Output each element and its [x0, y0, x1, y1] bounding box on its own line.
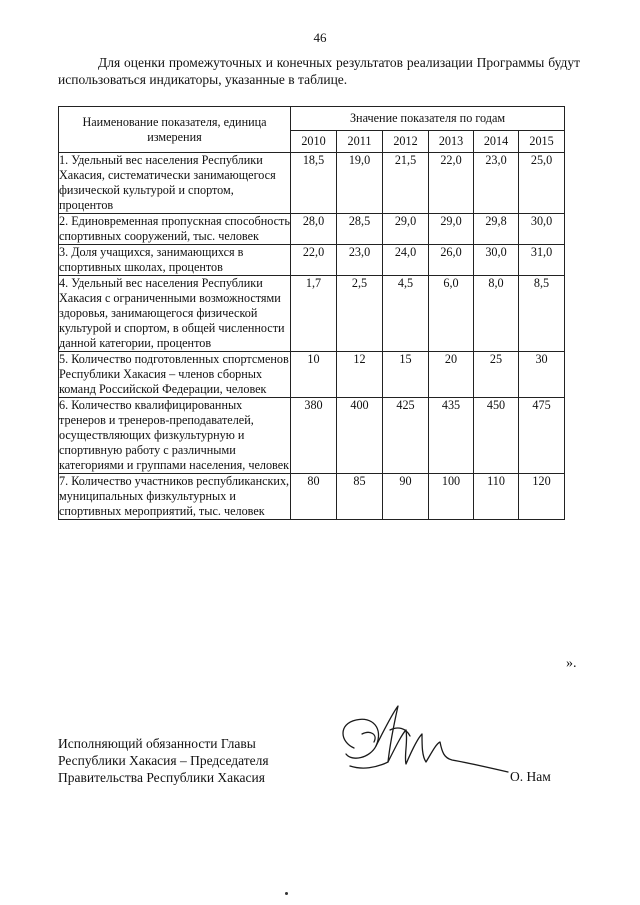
indicator-value-cell: 12 — [337, 352, 383, 398]
indicator-name-cell: 1. Удельный вес населения Республики Хакасия, систематически занимающегося физической культурой и спортом, процентов — [59, 153, 291, 214]
indicator-value-cell: 100 — [429, 474, 474, 520]
indicator-value-cell: 23,0 — [474, 153, 519, 214]
indicator-value-cell: 80 — [291, 474, 337, 520]
indicator-value-cell: 24,0 — [383, 245, 429, 276]
header-year: 2014 — [474, 131, 519, 153]
signer-title-line-1: Исполняющий обязанности Главы — [58, 736, 256, 751]
table-row — [59, 352, 565, 398]
header-year: 2012 — [383, 131, 429, 153]
signer-name: О. Нам — [510, 769, 551, 784]
indicator-value-cell: 25,0 — [519, 153, 565, 214]
indicator-value-cell: 29,0 — [383, 214, 429, 245]
indicator-value-cell: 31,0 — [519, 245, 565, 276]
indicator-value-cell: 380 — [291, 398, 337, 474]
page-number: 46 — [313, 30, 327, 45]
signer-title-line-2: Республики Хакасия – Председателя — [58, 753, 269, 768]
indicator-name-cell: 2. Единовременная пропускная способность спортивных сооружений, тыс. человек — [59, 214, 290, 243]
indicator-value-cell: 4,5 — [383, 276, 429, 352]
table-row — [59, 245, 565, 276]
closing-quote-mark: ». — [566, 656, 577, 671]
indicator-value-cell: 6,0 — [429, 276, 474, 352]
table-row — [59, 153, 565, 214]
indicator-name-cell: 4. Удельный вес населения Республики Хакасия с ограниченными возможностями здоровья, занимающегося физической культурой и спортом, в общей численности данной категории, процентов — [59, 276, 291, 352]
indicator-value-cell: 110 — [474, 474, 519, 520]
indicator-value-cell: 10 — [291, 352, 337, 398]
indicator-value-cell: 15 — [383, 352, 429, 398]
indicator-value-cell: 22,0 — [291, 245, 337, 276]
indicator-value-cell: 400 — [337, 398, 383, 474]
header-values-by-year: Значение показателя по годам — [291, 107, 565, 131]
table-row — [59, 474, 565, 520]
indicator-value-cell: 8,5 — [519, 276, 565, 352]
header-year: 2011 — [337, 131, 383, 153]
indicator-value-cell: 20 — [429, 352, 474, 398]
indicator-value-cell: 21,5 — [383, 153, 429, 214]
signer-title-line-3: Правительства Республики Хакасия — [58, 770, 265, 785]
header-year: 2010 — [291, 131, 337, 153]
indicator-value-cell: 22,0 — [429, 153, 474, 214]
table-row — [59, 276, 565, 352]
header-indicator-name: Наименование показателя, единица измерения — [59, 107, 291, 153]
indicator-value-cell: 475 — [519, 398, 565, 474]
indicator-name-cell: 7. Количество участников республиканских, муниципальных физкультурных и спортивных мероприятий, тыс. человек — [59, 474, 290, 518]
indicator-name-cell: 3. Доля учащихся, занимающихся в спортивных школах, процентов — [59, 245, 291, 276]
signature-title-block — [58, 735, 269, 786]
indicator-name-cell: 5. Количество подготовленных спортсменов Республики Хакасия – членов сборных команд Российской Федерации, человек — [59, 352, 289, 396]
indicators-table — [58, 106, 565, 520]
indicator-value-cell: 120 — [519, 474, 565, 520]
indicator-value-cell: 2,5 — [337, 276, 383, 352]
indicator-value-cell: 28,5 — [337, 214, 383, 245]
indicator-value-cell: 25 — [474, 352, 519, 398]
indicator-value-cell: 18,5 — [291, 153, 337, 214]
table-row — [59, 214, 565, 245]
table-body — [59, 153, 565, 520]
indicator-value-cell: 29,0 — [429, 214, 474, 245]
intro-paragraph: Для оценки промежуточных и конечных результатов реализации Программы будут использоваться индикаторы, указанные в таблице. — [58, 55, 580, 87]
indicator-value-cell: 425 — [383, 398, 429, 474]
table-header — [59, 107, 565, 153]
indicator-value-cell: 19,0 — [337, 153, 383, 214]
indicator-value-cell: 30,0 — [519, 214, 565, 245]
indicator-value-cell: 29,8 — [474, 214, 519, 245]
indicator-value-cell: 26,0 — [429, 245, 474, 276]
indicator-value-cell: 30,0 — [474, 245, 519, 276]
indicator-value-cell: 90 — [383, 474, 429, 520]
header-year: 2013 — [429, 131, 474, 153]
indicator-value-cell: 30 — [519, 352, 565, 398]
indicator-value-cell: 1,7 — [291, 276, 337, 352]
table-row — [59, 398, 565, 474]
indicator-name-cell: 6. Количество квалифицированных тренеров и тренеров-преподавателей, осуществляющих физкультурную и спортивную работу с различными категориями и группами населения, человек — [59, 398, 290, 472]
handwritten-signature — [332, 700, 512, 795]
indicator-value-cell: 435 — [429, 398, 474, 474]
indicator-value-cell: 23,0 — [337, 245, 383, 276]
indicator-value-cell: 8,0 — [474, 276, 519, 352]
indicator-value-cell: 28,0 — [291, 214, 337, 245]
indicator-value-cell: 450 — [474, 398, 519, 474]
indicator-value-cell: 85 — [337, 474, 383, 520]
scan-speck — [285, 892, 288, 895]
header-year: 2015 — [519, 131, 565, 153]
